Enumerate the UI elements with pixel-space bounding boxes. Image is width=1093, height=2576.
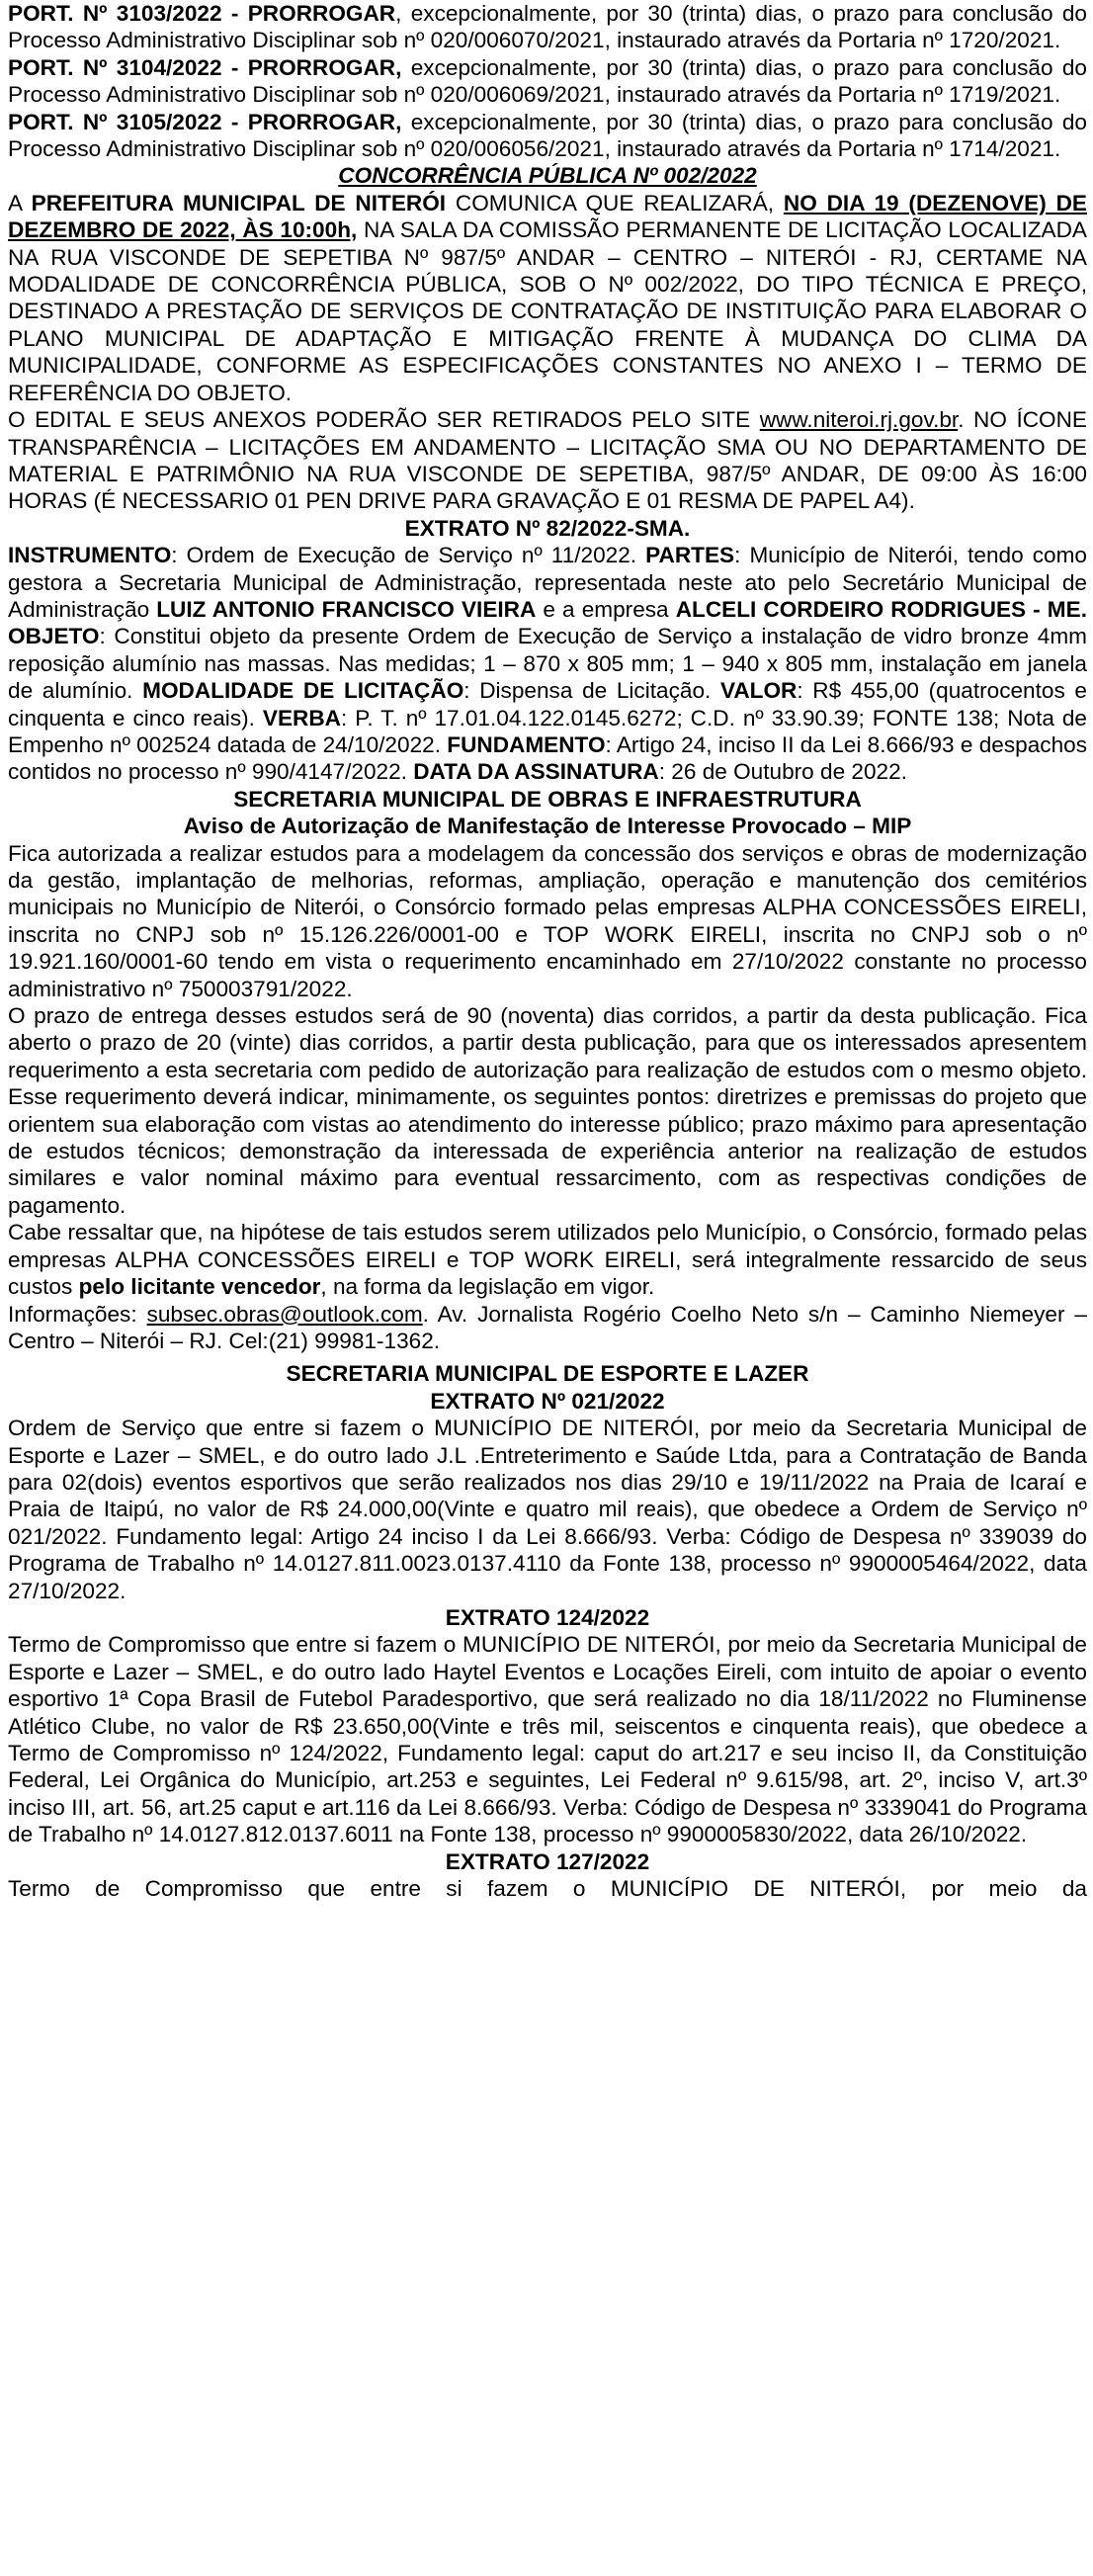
label: VALOR [719, 678, 798, 704]
text-run: NA SALA DA COMISSÃO PERMANENTE DE LICITAÇÃO LOCALIZADA NA RUA VISCONDE DE SEPETIBA Nº 987/5º ANDAR – CENTRO – NITERÓI - RJ, CERTAME NA MODALIDADE DE CONCORRÊNCIA PÚBLICA, SOB O Nº 002/2022, DO TIPO TÉCNICA E PREÇO, DESTINADO A PRESTAÇÃO DE SERVIÇOS DE CONTRATAÇÃO DE INSTITUIÇÃO PARA ELABORAR O PLANO MUNICIPAL DE ADAPTAÇÃO E MITIGAÇÃO FRENTE À MUDANÇA DO CLIMA DA MUNICIPALIDADE, CONFORME AS ESPECIFICAÇÕES CONSTANTES NO ANEXO I – TERMO DE REFERÊNCIA DO OBJETO. [8, 217, 1087, 405]
text-run: : 26 de Outubro de 2022. [658, 759, 907, 785]
text-run: A [8, 190, 32, 215]
extrato-124-body: Termo de Compromisso que entre si fazem o MUNICÍPIO DE NITERÓI, por meio da Secretaria Municipal de Esporte e Lazer – SMEL, e do outro lado Haytel Eventos e Locações Eireli, com intuito de apoiar o evento esportivo 1ª Copa Brasil de Futebol Paradesportivo, que será realizado no dia 18/11/2022 no Fluminense Atlético Clube, no valor de R$ 23.650,00(Vinte e três mil, seiscentos e cinquenta reais), que obedece a Termo de Compromisso nº 124/2022, Fundamento legal: caput do art.217 e seu inciso II, da Constituição Federal, Lei Orgânica do Município, art.253 e seguintes, Lei Federal nº 9.615/98, art. 2º, inciso V, art.3º inciso III, art. 56, art.25 caput e art.116 da Lei 8.666/93. Verba: Código de Despesa nº 3339041 do Programa de Trabalho nº 14.0127.812.0137.6011 na Fonte 138, processo nº 9900005830/2022, data 26/10/2022. [8, 1632, 1087, 1847]
text-run: : Ordem de Execução de Serviço nº 11/2022. [171, 543, 646, 568]
label: OBJETO [8, 624, 100, 649]
text-run: COMUNICA QUE REALIZARÁ, [446, 190, 784, 215]
obras-paragraph-2: O prazo de entrega desses estudos será de 90 (noventa) dias corridos, a partir da desta publicação. Fica aberto o prazo de 20 (vinte) dias corridos, a partir desta publicação, para que os interessados apresentem requerimento a esta secretaria com pedido de autorização para realização de estudos com o mesmo objeto. Esse requerimento deverá indicar, minimamente, os seguintes pontos: diretrizes e premissas do projeto que orientem sua elaboração com vistas ao atendimento do interesse público; prazo máximo para apresentação de estudos técnicos; demonstração da interessada de experiência anterior na realização de estudos similares e valor nominal máximo para eventual ressarcimento, com as respectivas condições de pagamento. [8, 1003, 1087, 1218]
label: MODALIDADE DE LICITAÇÃO [142, 678, 464, 704]
bold-run: pelo licitante vencedor [78, 1274, 321, 1300]
label: FUNDAMENTO [447, 731, 606, 757]
text-run: : Dispensa de Licitação. [463, 678, 720, 704]
extrato-82-body [8, 542, 1087, 786]
extrato-124-title: EXTRATO 124/2022 [445, 1604, 650, 1630]
portaria-id: PORT. Nº 3105/2022 - PRORROGAR, [8, 109, 402, 134]
text-run: Informações: [8, 1301, 147, 1327]
secretario-name: LUIZ ANTONIO FRANCISCO VIEIRA [156, 596, 537, 622]
obras-title: SECRETARIA MUNICIPAL DE OBRAS E INFRAESTRUTURA [233, 786, 862, 812]
text-run: : Município de Niterói, tendo como gestora a Secretaria Municipal de Administração, representada neste ato pelo Secretário Municipal de Administração [8, 543, 1087, 622]
text-run: Cabe ressaltar que, na hipótese de tais estudos serem utilizados pelo Município, o Consórcio, formado pelas empresas ALPHA CONCESSÕES EIRELI e TOP WORK EIRELI, será integralmente ressarcido de seus custos [8, 1220, 1087, 1300]
obras-paragraph-3 [8, 1219, 1087, 1300]
empresa-name: ALCELI CORDEIRO RODRIGUES - ME. [675, 596, 1087, 622]
text-run: e a empresa [536, 596, 676, 622]
extrato-21-title: EXTRATO Nº 021/2022 [430, 1388, 665, 1414]
label: VERBA [262, 705, 341, 730]
extrato-82-title: EXTRATO Nº 82/2022-SMA. [404, 515, 691, 541]
text-run: O EDITAL E SEUS ANEXOS PODERÃO SER RETIRADOS PELO SITE [8, 407, 760, 433]
portaria-3105 [8, 109, 1087, 163]
text-run: : Artigo 24, inciso II da Lei 8.666/93 e despachos contidos no processo nº 990/4147/2022. [8, 731, 1088, 785]
text-run: : R$ 455,00 (quatrocentos e cinquenta e cinco reais). [8, 678, 1087, 730]
text-run: . NO ÍCONE TRANSPARÊNCIA – LICITAÇÕES EM ANDAMENTO – LICITAÇÃO SMA OU NO DEPARTAMENTO DE MATERIAL E PATRIMÔNIO NA RUA VISCONDE DE SEPETIBA, 987/5º ANDAR, DE 09:00 ÀS 16:00 HORAS (É NECESSARIO 01 PEN DRIVE PARA GRAVAÇÃO E 01 RESMA DE PAPEL A4). [8, 407, 1087, 514]
text-run: . Av. Jornalista Rogério Coelho Neto s/n – Caminho Niemeyer – Centro – Niterói – RJ. Cel:(21) 99981-1362. [8, 1301, 1087, 1353]
concorrencia-title: CONCORRÊNCIA PÚBLICA Nº 002/2022 [338, 163, 757, 189]
label: DATA DA ASSINATURA [413, 759, 659, 785]
extrato-21-body: Ordem de Serviço que entre si fazem o MUNICÍPIO DE NITERÓI, por meio da Secretaria Municipal de Esporte e Lazer – SMEL, e do outro lado J.L .Entreterimento e Saúde Ltda, para a Contratação de Banda para 02(dois) eventos esportivos que serão realizados nos dias 29/10 e 19/11/2022 na Praia de Icaraí e Praia de Itaipú, no valor de R$ 24.000,00(Vinte e quatro mil reais), que obedece a Ordem de Serviço nº 021/2022. Fundamento legal: Artigo 24 inciso I da Lei 8.666/93. Verba: Código de Despesa nº 339039 do Programa de Trabalho nº 14.0127.811.0023.0137.4110 da Fonte 138, processo nº 9900005464/2022, data 27/10/2022. [8, 1416, 1087, 1603]
portaria-3104 [8, 54, 1087, 109]
obras-paragraph-4 [8, 1301, 1087, 1355]
text-run: : P. T. nº 17.01.04.122.0145.6272; C.D. nº 33.90.39; FONTE 138; Nota de Empenho nº 002524 datada de 24/10/2022. [8, 705, 1087, 757]
concorrencia-paragraph-2 [8, 406, 1087, 515]
extrato-127-title: EXTRATO 127/2022 [445, 1848, 650, 1874]
date-highlight: NO DIA 19 (DEZENOVE) DE DEZEMBRO DE 2022, ÀS 10:00h, [8, 190, 1087, 243]
portaria-3103 [8, 0, 1087, 54]
portaria-text: excepcionalmente, por 30 (trinta) dias, o prazo para conclusão do Processo Administrativo Disciplinar sob nº 020/006056/2021, instaurado através da Portaria nº 1714/2021. [8, 109, 1087, 162]
prefeitura-name: PREFEITURA MUNICIPAL DE NITERÓI [31, 190, 447, 215]
concorrencia-paragraph-1 [8, 190, 1087, 406]
site-link[interactable]: www.niteroi.rj.gov.br [759, 407, 959, 433]
obras-subtitle: Aviso de Autorização de Manifestação de Interesse Provocado – MIP [183, 814, 912, 839]
portaria-id: PORT. Nº 3103/2022 - PRORROGAR [8, 1, 396, 26]
portaria-id: PORT. Nº 3104/2022 - PRORROGAR, [8, 54, 402, 80]
obras-paragraph-1: Fica autorizada a realizar estudos para a modelagem da concessão dos serviços e obras de modernização da gestão, implantação de melhorias, reformas, ampliação, operação e manutenção dos cemitérios municipais no Município de Niterói, o Consórcio formado pelas empresas ALPHA CONCESSÕES EIRELI, inscrita no CNPJ sob nº 15.126.226/0001-00 e TOP WORK EIRELI, inscrita no CNPJ sob o nº 19.921.160/0001-60 tendo em vista o requerimento encaminhado em 27/10/2022 constante no processo administrativo nº 750003791/2022. [8, 840, 1087, 1001]
portaria-text: excepcionalmente, por 30 (trinta) dias, o prazo para conclusão do Processo Administrativo Disciplinar sob nº 020/006069/2021, instaurado através da Portaria nº 1719/2021. [8, 54, 1087, 108]
label: PARTES [645, 543, 735, 568]
text-run: : Constitui objeto da presente Ordem de Execução de Serviço a instalação de vidro bronze 4mm reposição alumínio nas massas. Nas medidas; 1 – 870 x 805 mm; 1 – 940 x 805 mm, instalação em janela de alumínio. [8, 624, 1087, 704]
esporte-title: SECRETARIA MUNICIPAL DE ESPORTE E LAZER [286, 1361, 809, 1387]
portaria-text: , excepcionalmente, por 30 (trinta) dias, o prazo para conclusão do Processo Administrativo Disciplinar sob nº 020/006070/2021, instaurado através da Portaria nº 1720/2021. [8, 1, 1087, 53]
label: INSTRUMENTO [8, 543, 172, 568]
email-link[interactable]: subsec.obras@outlook.com [146, 1301, 423, 1327]
extrato-127-body: Termo de Compromisso que entre si fazem o MUNICÍPIO DE NITERÓI, por meio da [8, 1876, 1087, 1902]
text-run: , na forma da legislação em vigor. [320, 1274, 655, 1300]
